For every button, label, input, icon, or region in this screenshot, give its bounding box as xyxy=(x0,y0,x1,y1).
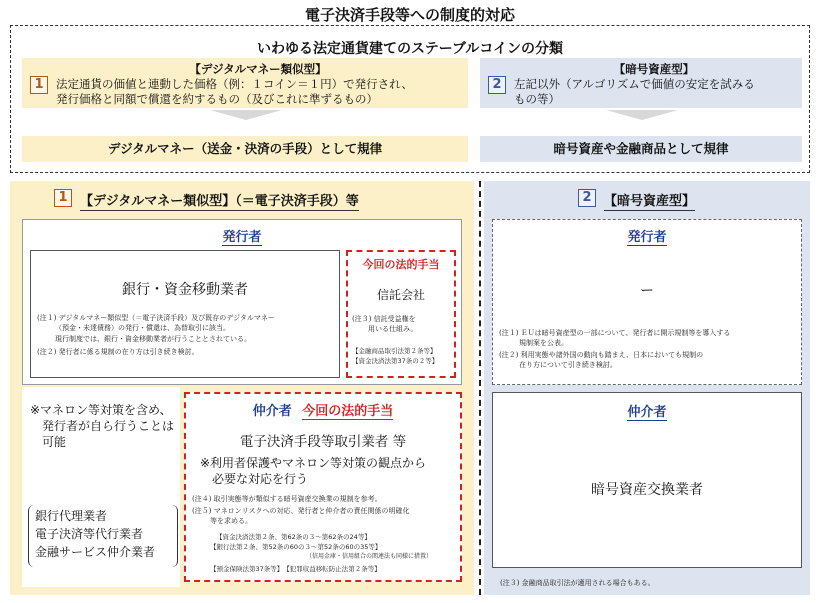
left-issuer-note1-line2: （預金・未達債務）の発行・償還は、為替取引に該当。 xyxy=(55,324,230,332)
legal-measure-trust-box xyxy=(346,250,456,378)
type2-desc-line1: 左記以外（アルゴリズムで価値の安定を試みる xyxy=(514,77,755,91)
type2-number-badge: 2 xyxy=(488,76,506,94)
type1-desc-line2: 発行価格と同額で償還を約するもの（及びこれに準ずるもの） xyxy=(56,92,378,106)
trust-company-entity: 信託会社 xyxy=(376,288,425,302)
left-issuer-heading-text: 発行者 xyxy=(222,230,262,245)
right-issuer-entity: ー xyxy=(640,283,654,299)
agent-item: 金融サービス仲介業者 xyxy=(35,545,156,559)
right-panel-note3: (注３) 金融商品取引法が適用される場合もある。 xyxy=(500,579,655,587)
right-intermediary-entity: 暗号資産交換業者 xyxy=(591,482,703,498)
trust-note3-line2: 用いる仕組み。 xyxy=(368,325,418,333)
type2-description-box xyxy=(480,58,802,108)
intermediary-box xyxy=(184,392,462,582)
self-note-area xyxy=(22,387,180,587)
intermediary-ref3: （信用金庫・信用組合の関連法も同様に措置） xyxy=(306,553,433,560)
panel-divider xyxy=(479,181,481,595)
intermediary-heading: 仲介者 xyxy=(252,404,292,419)
right-panel-number-badge: 2 xyxy=(578,189,596,207)
self-note-line2: 発行者が自ら行うことは xyxy=(42,419,175,433)
page-title: 電子決済手段等への制度的対応 xyxy=(304,6,515,24)
intermediary-ref1: 【資金決済法第２条、第62条の３〜第62条の24等】 xyxy=(216,533,371,541)
trust-ref2: 【資金決済法第37条の２等】 xyxy=(352,357,439,365)
legal-measure-heading: 今回の法的手当 xyxy=(362,258,440,271)
right-issuer-heading-row xyxy=(493,226,801,245)
left-issuer-heading xyxy=(22,226,462,245)
right-intermediary-heading-row xyxy=(493,401,801,420)
intermediary-bullet-line2: 必要な対応を行う xyxy=(212,472,309,486)
intermediary-ref2: 【銀行法第２条、第52条の60の３〜第52条の60の35等】 xyxy=(210,543,382,551)
right-intermediary-box xyxy=(492,392,802,568)
agents-bracket xyxy=(28,505,178,567)
classification-heading: いわゆる法定通貨建てのステーブルコインの分類 xyxy=(256,41,564,57)
self-note-line3: 可能 xyxy=(42,435,67,449)
self-note-line1: ※マネロン等対策を含め、 xyxy=(30,403,172,417)
type2-regulation: 暗号資産や金融商品として規律 xyxy=(480,136,802,162)
agent-item: 電子決済等代行業者 xyxy=(35,527,144,541)
left-issuer-note2: (注２) 発行者に係る規制の在り方は引き続き検討。 xyxy=(37,348,199,356)
right-intermediary-heading: 仲介者 xyxy=(627,405,667,420)
type1-number-badge: 1 xyxy=(30,76,48,94)
left-panel-heading: 【デジタルマネー類似型】（＝電子決済手段）等 xyxy=(80,190,359,211)
type1-regulation: デジタルマネー（送金・決済の手段）として規律 xyxy=(22,136,468,162)
left-issuer-entity-box xyxy=(30,250,340,378)
right-issuer-box xyxy=(492,219,802,385)
intermediary-note5-line2: 等を求める。 xyxy=(210,517,252,525)
type1-desc-line1: 法定通貨の価値と連動した価格（例：１コイン＝１円）で発行され、 xyxy=(56,77,413,91)
right-issuer-heading: 発行者 xyxy=(627,230,667,245)
left-panel-number-badge: 1 xyxy=(54,189,72,207)
agent-item: 銀行代理業者 xyxy=(35,509,108,523)
right-issuer-note1-line1: (注１) ＥＵは暗号資産型の一部について、発行者に開示規制等を導入する xyxy=(499,329,731,337)
left-issuer-note1-line3: 現行制度では、銀行・資金移動業者が行うこととされている。 xyxy=(55,335,251,343)
intermediary-heading-row xyxy=(186,400,460,419)
arrow-down-icon xyxy=(606,110,678,120)
right-issuer-note1-line2: 規制案を公表。 xyxy=(519,339,568,347)
arrow-down-icon xyxy=(210,110,282,120)
type2-label: 【暗号資産型】 xyxy=(613,62,695,76)
intermediary-entity: 電子決済手段等取引業者 等 xyxy=(239,434,407,450)
intermediary-bullet-line1: ※利用者保護やマネロン等対策の観点から xyxy=(200,456,427,470)
type1-description-box xyxy=(22,58,468,108)
trust-ref1: 【金融商品取引法第２条等】 xyxy=(352,347,437,355)
intermediary-note5-line1: (注５) マネロンリスクへの対応、発行者と仲介者の責任関係の明確化 xyxy=(192,507,410,515)
trust-note3-line1: (注３) 信託受益権を xyxy=(352,315,416,323)
left-issuer-entity: 銀行・資金移動業者 xyxy=(122,282,248,298)
intermediary-ref4: 【預金保険法第37条等】 【犯罪収益移転防止法第２条等】 xyxy=(210,565,381,573)
right-panel-heading: 【暗号資産型】 xyxy=(604,190,695,211)
type1-label: 【デジタルマネー類似型】 xyxy=(189,62,327,76)
right-issuer-note2-line1: (注２) 利用実態や諸外国の動向も踏まえ、日本においても規制の xyxy=(499,351,704,359)
type2-desc-line2: もの等） xyxy=(514,92,560,106)
intermediary-note4: (注４) 取引実態等が類似する暗号資産交換業の規制を参考。 xyxy=(192,495,382,503)
intermediary-heading-red: 今回の法的手当 xyxy=(302,404,394,419)
left-issuer-note1-line1: (注１) デジタルマネー類似型（＝電子決済手段）及び既存のデジタルマネー xyxy=(37,314,275,322)
right-issuer-note2-line2: 在り方について引き続き検討。 xyxy=(519,361,617,369)
